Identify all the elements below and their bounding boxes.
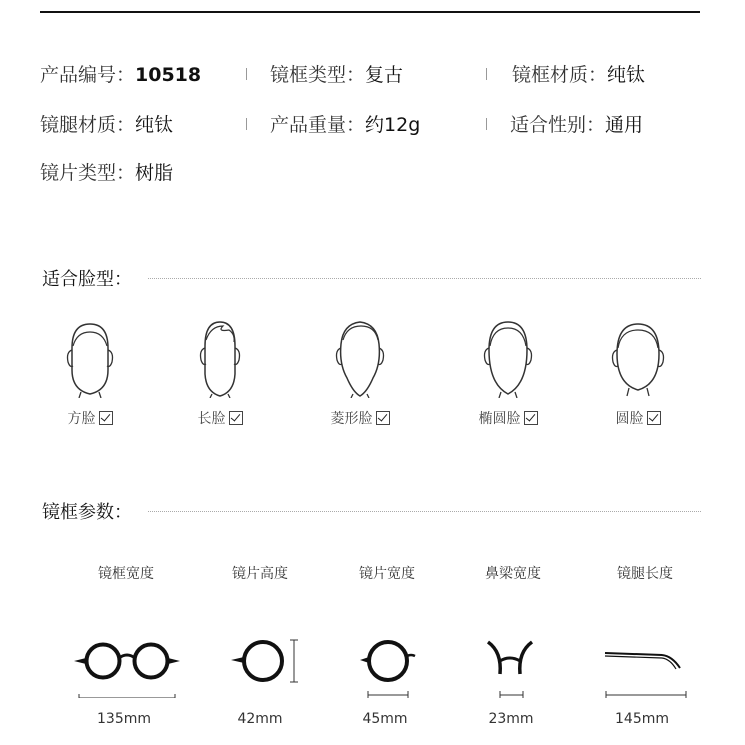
dotted-divider xyxy=(148,278,701,279)
face-item-square xyxy=(40,318,140,428)
round-face-icon xyxy=(603,318,673,398)
spec-product-number: 产品编号：10518 xyxy=(40,64,202,86)
face-item-round xyxy=(588,318,688,428)
spec-frame-material: 镜框材质：纯钛 xyxy=(512,64,646,86)
param-value: 42mm xyxy=(237,711,283,727)
param-label: 镜片高度 xyxy=(232,566,288,582)
checkbox-checked-icon xyxy=(524,411,538,425)
checkbox-checked-icon xyxy=(647,411,661,425)
dotted-divider xyxy=(148,511,701,512)
param-lens-height xyxy=(195,563,325,698)
param-label: 鼻梁宽度 xyxy=(485,566,541,582)
param-value: 145mm xyxy=(615,711,669,727)
diamond-face-icon xyxy=(325,318,395,398)
temple-length-icon xyxy=(580,598,710,698)
spec-frame-type: 镜框类型：复古 xyxy=(270,64,404,86)
spec-separator xyxy=(246,68,247,80)
face-item-long xyxy=(170,318,270,428)
spec-weight: 产品重量：约12g xyxy=(270,114,421,136)
spec-gender: 适合性别：通用 xyxy=(510,114,644,136)
face-item-diamond xyxy=(310,318,410,428)
frame-section-title: 镜框参数： xyxy=(42,502,132,523)
spec-lens-type: 镜片类型：树脂 xyxy=(40,162,174,184)
frame-width-icon xyxy=(61,598,191,698)
face-label: 菱形脸 xyxy=(310,408,410,428)
face-label: 长脸 xyxy=(170,408,270,428)
param-frame-width xyxy=(61,563,191,698)
face-label: 椭圆脸 xyxy=(458,408,558,428)
spec-separator xyxy=(246,118,247,130)
spec-separator xyxy=(486,68,487,80)
face-item-oval xyxy=(458,318,558,428)
face-label: 圆脸 xyxy=(588,408,688,428)
oval-face-icon xyxy=(473,318,543,398)
bridge-width-icon xyxy=(448,598,578,698)
face-section-title: 适合脸型： xyxy=(42,269,132,290)
checkbox-checked-icon xyxy=(99,411,113,425)
face-label: 方脸 xyxy=(40,408,140,428)
checkbox-checked-icon xyxy=(229,411,243,425)
square-face-icon xyxy=(55,318,125,398)
param-label: 镜框宽度 xyxy=(98,566,154,582)
lens-height-icon xyxy=(195,598,325,698)
param-label: 镜腿长度 xyxy=(617,566,673,582)
checkbox-checked-icon xyxy=(376,411,390,425)
param-lens-width xyxy=(322,563,452,698)
param-label: 镜片宽度 xyxy=(359,566,415,582)
long-face-icon xyxy=(185,318,255,398)
param-temple-length xyxy=(580,563,710,698)
lens-width-icon xyxy=(322,598,452,698)
top-divider xyxy=(40,11,700,13)
spec-separator xyxy=(486,118,487,130)
param-value: 135mm xyxy=(97,711,151,727)
param-value: 23mm xyxy=(488,711,534,727)
param-bridge-width xyxy=(448,563,578,698)
param-value: 45mm xyxy=(362,711,408,727)
spec-temple-material: 镜腿材质：纯钛 xyxy=(40,114,174,136)
